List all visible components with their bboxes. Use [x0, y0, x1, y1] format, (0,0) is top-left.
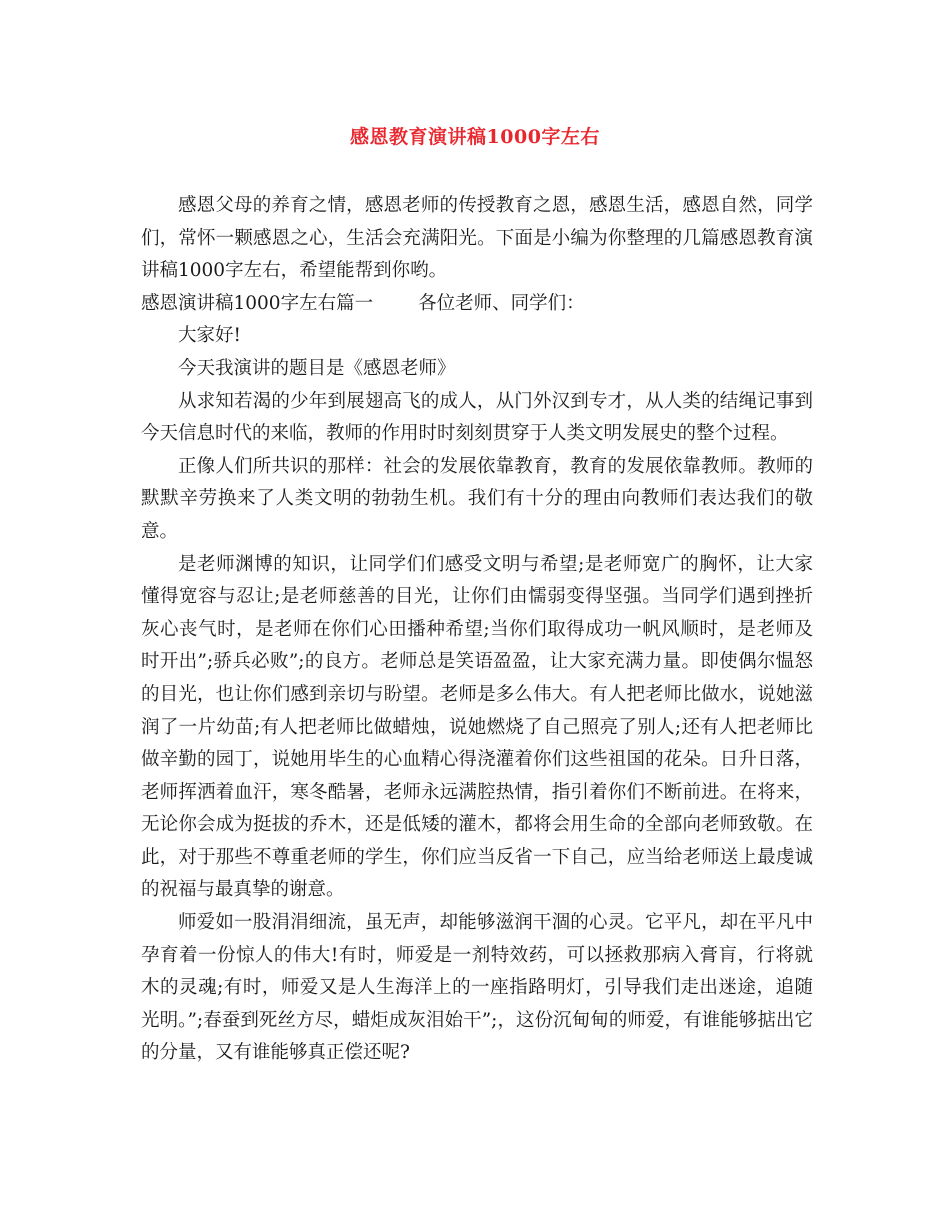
section-heading: 感恩演讲稿1000字左右篇一 [141, 292, 374, 314]
section-heading-line [141, 288, 813, 321]
body-paragraph: 是老师渊博的知识，让同学们们感受文明与希望;是老师宽广的胸怀，让大家懂得宽容与忍让;是老师慈善的目光，让你们由懦弱变得坚强。当同学们遇到挫折灰心丧气时，是老师在你们心田播种希望;当你们取得成功一帆风顺时，是老师及时开出”;骄兵必败”;的良方。老师总是笑语盈盈，让大家充满力量。即使偶尔愠怒的目光，也让你们感到亲切与盼望。老师是多么伟大。有人把老师比做水，说她滋润了一片幼苗;有人把老师比做蜡烛，说她燃烧了自己照亮了别人;还有人把老师比做辛勤的园丁，说她用毕生的心血精心得浇灌着你们这些祖国的花朵。日升日落，老师挥洒着血汗，寒冬酷暑，老师永远满腔热情，指引着你们不断前进。在将来，无论你会成为挺拔的乔木，还是低矮的灌木，都将会用生命的全部向老师致敬。在此，对于那些不尊重老师的学生，你们应当反省一下自己，应当给老师送上最虔诚的祝福与最真挚的谢意。 [141, 553, 813, 901]
body-paragraph: 大家好! [178, 325, 241, 347]
salutation: 各位老师、同学们： [418, 292, 585, 314]
intro-paragraph: 感恩父母的养育之情，感恩老师的传授教育之恩，感恩生活，感恩自然，同学们，常怀一颗感恩之心，生活会充满阳光。下面是小编为你整理的几篇感恩教育演讲稿1000字左右，希望能帮到你哟。 [141, 195, 813, 282]
body-paragraph: 从求知若渴的少年到展翅高飞的成人，从门外汉到专才，从人类的结绳记事到今天信息时代的来临，教师的作用时时刻刻贯穿于人类文明发展史的整个过程。 [141, 390, 813, 445]
page-title: 感恩教育演讲稿1000字左右 [350, 126, 600, 148]
document-body [141, 190, 813, 1070]
body-paragraph: 师爱如一股涓涓细流，虽无声，却能够滋润干涸的心灵。它平凡，却在平凡中孕育着一份惊人的伟大!有时，师爱是一剂特效药，可以拯救那病入膏肓，行将就木的灵魂;有时，师爱又是人生海洋上的一座指路明灯，引导我们走出迷途，追随光明。”;春蚕到死丝方尽，蜡炬成灰泪始干”;，这份沉甸甸的师爱，有谁能够掂出它的分量，又有谁能够真正偿还呢? [141, 912, 813, 1064]
body-paragraph: 正像人们所共识的那样：社会的发展依靠教育，教育的发展依靠教师。教师的默默辛劳换来了人类文明的勃勃生机。我们有十分的理由向教师们表达我们的敬意。 [141, 455, 813, 542]
body-paragraph: 今天我演讲的题目是《感恩老师》 [178, 357, 456, 379]
